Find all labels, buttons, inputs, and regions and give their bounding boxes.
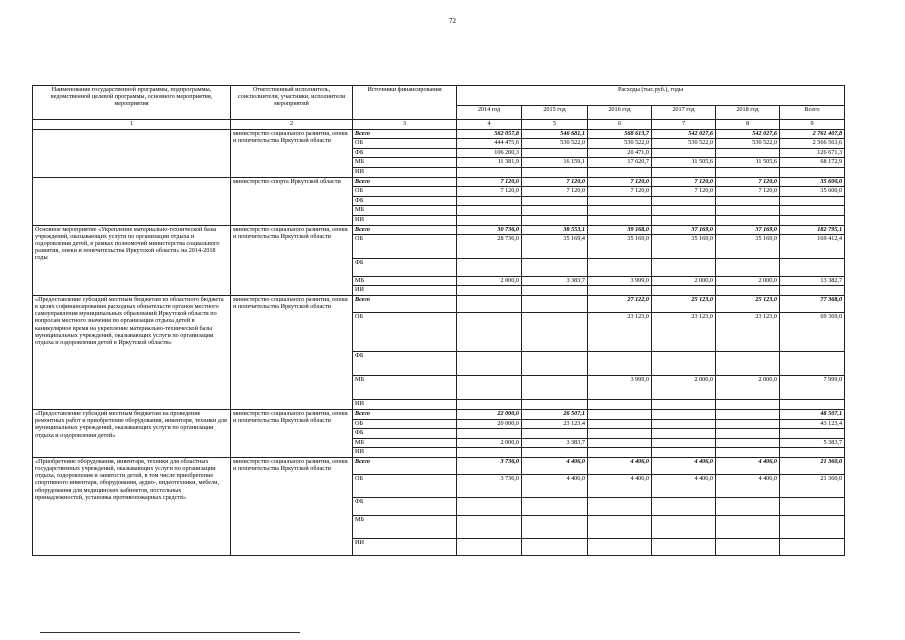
amount-cell: [457, 196, 522, 206]
column-number: 2: [231, 120, 353, 130]
header-name-cell: Наименование государственной программы, подпрограммы, ведомственной целевой программы, основного мероприятия, мероприятия: [33, 86, 231, 120]
header-row: [33, 86, 845, 106]
amount-cell: [716, 352, 780, 376]
funding-source-cell: ОБ: [353, 313, 457, 352]
amount-cell: [522, 167, 588, 177]
amount-cell: [522, 196, 588, 206]
amount-cell: 546 681,1: [522, 129, 588, 139]
funding-source-cell: ФБ: [353, 259, 457, 277]
amount-cell: 22 000,0: [457, 409, 522, 419]
amount-cell: [780, 498, 845, 516]
amount-cell: [780, 352, 845, 376]
amount-cell: 562 057,8: [457, 129, 522, 139]
amount-cell: [588, 419, 652, 429]
amount-cell: 530 522,0: [588, 139, 652, 149]
amount-cell: [522, 498, 588, 516]
funding-source-cell: МБ: [353, 276, 457, 286]
amount-cell: 35 600,0: [780, 187, 845, 197]
amount-cell: [522, 313, 588, 352]
funding-source-cell: ОБ: [353, 187, 457, 197]
amount-cell: [652, 259, 716, 277]
amount-cell: 2 000,0: [652, 376, 716, 400]
amount-cell: 35 169,0: [716, 235, 780, 259]
table-row: [33, 295, 845, 313]
funding-source-cell: ИИ: [353, 215, 457, 225]
amount-cell: [588, 498, 652, 516]
amount-cell: [652, 429, 716, 439]
amount-cell: [652, 448, 716, 458]
amount-cell: 38 553,1: [522, 225, 588, 235]
funding-source-cell: ОБ: [353, 419, 457, 429]
amount-cell: [522, 376, 588, 400]
amount-cell: [457, 215, 522, 225]
amount-cell: [716, 286, 780, 296]
table-row: [33, 457, 845, 475]
funding-source-cell: ИИ: [353, 538, 457, 555]
amount-cell: 2 000,0: [652, 276, 716, 286]
column-number: 4: [457, 120, 522, 130]
amount-cell: [652, 286, 716, 296]
amount-cell: 2 000,0: [457, 438, 522, 448]
amount-cell: 444 475,6: [457, 139, 522, 149]
amount-cell: [588, 438, 652, 448]
executor-cell: министерство социального развития, опеки и попечительства Иркутской области: [231, 295, 353, 409]
funding-source-cell: ФБ: [353, 429, 457, 439]
header-year-2017: 2017 год: [652, 106, 716, 120]
amount-cell: 35 169,0: [652, 235, 716, 259]
amount-cell: [588, 259, 652, 277]
amount-cell: 2 000,0: [716, 376, 780, 400]
amount-cell: [588, 538, 652, 555]
amount-cell: 169 412,4: [780, 235, 845, 259]
amount-cell: 4 406,0: [652, 457, 716, 475]
funding-source-cell: ИИ: [353, 167, 457, 177]
column-number: 1: [33, 120, 231, 130]
funding-source-cell: Всего: [353, 457, 457, 475]
amount-cell: [716, 148, 780, 158]
funding-source-cell: ОБ: [353, 475, 457, 498]
amount-cell: [716, 448, 780, 458]
amount-cell: [457, 429, 522, 439]
measure-name-cell: [33, 129, 231, 177]
amount-cell: 7 120,0: [522, 187, 588, 197]
amount-cell: [780, 429, 845, 439]
amount-cell: 11 505,6: [716, 158, 780, 168]
amount-cell: 126 671,3: [780, 148, 845, 158]
amount-cell: 28 736,0: [457, 235, 522, 259]
amount-cell: [522, 259, 588, 277]
amount-cell: 530 522,0: [716, 139, 780, 149]
column-number: 5: [522, 120, 588, 130]
amount-cell: [652, 515, 716, 538]
table-row: [33, 129, 845, 139]
amount-cell: [716, 538, 780, 555]
amount-cell: 2 000,0: [716, 276, 780, 286]
funding-source-cell: ИИ: [353, 286, 457, 296]
amount-cell: [457, 498, 522, 516]
table-row: [33, 177, 845, 187]
header-year-2015: 2015 год: [522, 106, 588, 120]
funding-source-cell: Всего: [353, 409, 457, 419]
amount-cell: 4 406,0: [522, 457, 588, 475]
amount-cell: [652, 409, 716, 419]
amount-cell: [716, 419, 780, 429]
amount-cell: [522, 295, 588, 313]
amount-cell: 3 383,7: [522, 276, 588, 286]
footnote-divider: [40, 632, 300, 633]
funding-source-cell: ИИ: [353, 400, 457, 410]
executor-cell: министерство спорта Иркутской области: [231, 177, 353, 225]
amount-cell: 23 123,4: [522, 419, 588, 429]
amount-cell: 27 122,0: [588, 295, 652, 313]
funding-source-cell: МБ: [353, 438, 457, 448]
amount-cell: 43 123,4: [780, 419, 845, 429]
amount-cell: [588, 196, 652, 206]
funding-source-cell: ФБ: [353, 196, 457, 206]
amount-cell: 2 000,0: [457, 276, 522, 286]
amount-cell: [716, 498, 780, 516]
amount-cell: [780, 515, 845, 538]
amount-cell: 21 360,0: [780, 457, 845, 475]
header-year-2016: 2016 год: [588, 106, 652, 120]
amount-cell: 2 566 563,6: [780, 139, 845, 149]
amount-cell: [588, 515, 652, 538]
amount-cell: [652, 438, 716, 448]
header-expenses-cell: Расходы (тыс.руб.), годы: [457, 86, 845, 106]
amount-cell: [652, 419, 716, 429]
funding-source-cell: МБ: [353, 206, 457, 216]
header-year-2018: 2018 год: [716, 106, 780, 120]
measure-name-cell: «Предоставление субсидий местным бюджетам на проведение ремонтных работ и приобретение оборудования, инвентаря, техники для муниципальных учреждений, оказывающих услуги по организации отдыха и оздоровления детей»: [33, 409, 231, 457]
amount-cell: [652, 167, 716, 177]
amount-cell: 20 000,0: [457, 419, 522, 429]
amount-cell: 7 120,0: [716, 177, 780, 187]
column-number: 7: [652, 120, 716, 130]
column-number: 8: [716, 120, 780, 130]
amount-cell: 3 383,7: [522, 438, 588, 448]
column-number: 3: [353, 120, 457, 130]
amount-cell: 182 795,1: [780, 225, 845, 235]
amount-cell: 35 169,4: [522, 235, 588, 259]
column-number: 9: [780, 120, 845, 130]
amount-cell: 69 369,0: [780, 313, 845, 352]
executor-cell: министерство социального развития, опеки и попечительства Иркутской области: [231, 225, 353, 295]
amount-cell: [457, 515, 522, 538]
funding-source-cell: Всего: [353, 177, 457, 187]
measure-name-cell: «Предоставление субсидий местным бюджетам из областного бюджета в целях софинансирования расходных обязательств органов местного самоуправления муниципальных образований Иркутской области по вопросам местного значения по организации отдыха детей в каникулярное время на укрепление материально-технической базы муниципальных учреждений, оказывающих услуги по организации отдыха и оздоровления детей в Иркутской области»: [33, 295, 231, 409]
funding-source-cell: Всего: [353, 295, 457, 313]
funding-source-cell: МБ: [353, 515, 457, 538]
amount-cell: [716, 515, 780, 538]
amount-cell: 37 169,0: [716, 225, 780, 235]
amount-cell: 7 120,0: [588, 177, 652, 187]
column-number: 6: [588, 120, 652, 130]
table-row: [33, 225, 845, 235]
amount-cell: 30 736,0: [457, 225, 522, 235]
amount-cell: [716, 215, 780, 225]
measure-name-cell: Основное мероприятие «Укрепление материально-технической базы учреждений, оказывающих услуги по организации отдыха и оздоровления детей, в рамках полномочий министерства социального развития, опеки и попечительства Иркутской области» на 2014-2018 годы: [33, 225, 231, 295]
amount-cell: [457, 313, 522, 352]
amount-cell: 26 507,1: [522, 409, 588, 419]
amount-cell: [588, 206, 652, 216]
amount-cell: [522, 448, 588, 458]
amount-cell: 7 120,0: [716, 187, 780, 197]
funding-source-cell: ИИ: [353, 448, 457, 458]
amount-cell: [780, 448, 845, 458]
amount-cell: [780, 167, 845, 177]
funding-source-cell: ОБ: [353, 139, 457, 149]
amount-cell: [716, 438, 780, 448]
amount-cell: [652, 498, 716, 516]
funding-source-cell: ОБ: [353, 235, 457, 259]
header-executor-cell: Ответственный исполнитель, соисполнители, участники, исполнители мероприятий: [231, 86, 353, 120]
amount-cell: [522, 515, 588, 538]
amount-cell: [716, 400, 780, 410]
amount-cell: 23 123,0: [652, 313, 716, 352]
amount-cell: [652, 400, 716, 410]
amount-cell: 2 761 407,8: [780, 129, 845, 139]
amount-cell: [652, 538, 716, 555]
amount-cell: 37 169,0: [652, 225, 716, 235]
amount-cell: [716, 429, 780, 439]
amount-cell: [780, 215, 845, 225]
funding-source-cell: ФБ: [353, 352, 457, 376]
amount-cell: 3 999,0: [588, 276, 652, 286]
amount-cell: 7 120,0: [522, 177, 588, 187]
amount-cell: [652, 148, 716, 158]
amount-cell: 16 159,1: [522, 158, 588, 168]
header-source-cell: Источники финансирования: [353, 86, 457, 120]
amount-cell: 23 123,0: [716, 313, 780, 352]
amount-cell: [716, 196, 780, 206]
funding-source-cell: МБ: [353, 158, 457, 168]
funding-source-cell: Всего: [353, 225, 457, 235]
amount-cell: 4 406,0: [522, 475, 588, 498]
amount-cell: [457, 352, 522, 376]
amount-cell: [457, 259, 522, 277]
amount-cell: [652, 352, 716, 376]
amount-cell: 48 507,1: [780, 409, 845, 419]
amount-cell: 25 123,0: [716, 295, 780, 313]
amount-cell: [780, 196, 845, 206]
amount-cell: 568 613,7: [588, 129, 652, 139]
measure-name-cell: [33, 177, 231, 225]
amount-cell: 542 027,6: [716, 129, 780, 139]
amount-cell: [522, 215, 588, 225]
amount-cell: [457, 400, 522, 410]
table-row: [33, 409, 845, 419]
amount-cell: [716, 409, 780, 419]
amount-cell: [588, 167, 652, 177]
executor-cell: министерство социального развития, опеки и попечительства Иркутской области: [231, 129, 353, 177]
header-year-total: Всего: [780, 106, 845, 120]
measure-name-cell: «Приобретение оборудования, инвентаря, техники для областных государственных учреждений, оказывающих услуги по организации отдыха, оздоровления и занятости детей, в том числе приобретение спортивного инвентаря, оборудования, аудио-, видеотехники, мебели, оборудования для медицинских кабинетов, постельных принадлежностей, установка противопожарных средств»: [33, 457, 231, 555]
amount-cell: 21 360,0: [780, 475, 845, 498]
amount-cell: [522, 538, 588, 555]
amount-cell: [457, 286, 522, 296]
amount-cell: [716, 167, 780, 177]
amount-cell: [588, 286, 652, 296]
amount-cell: 35 600,0: [780, 177, 845, 187]
amount-cell: 4 406,0: [588, 475, 652, 498]
amount-cell: 39 168,0: [588, 225, 652, 235]
amount-cell: 13 382,7: [780, 276, 845, 286]
amount-cell: 106 200,3: [457, 148, 522, 158]
amount-cell: [780, 286, 845, 296]
page-number: 72: [449, 17, 456, 25]
amount-cell: [457, 538, 522, 555]
amount-cell: [780, 538, 845, 555]
funding-source-cell: МБ: [353, 376, 457, 400]
executor-cell: министерство социального развития, опеки и попечительства Иркутской области: [231, 409, 353, 457]
amount-cell: [457, 376, 522, 400]
amount-cell: [522, 206, 588, 216]
amount-cell: [457, 448, 522, 458]
amount-cell: 7 120,0: [588, 187, 652, 197]
funding-source-cell: Всего: [353, 129, 457, 139]
amount-cell: [588, 215, 652, 225]
amount-cell: [780, 206, 845, 216]
amount-cell: 7 120,0: [457, 177, 522, 187]
amount-cell: 20 471,0: [588, 148, 652, 158]
amount-cell: [652, 215, 716, 225]
amount-cell: 4 406,0: [716, 457, 780, 475]
amount-cell: 7 120,0: [652, 187, 716, 197]
amount-cell: [522, 286, 588, 296]
amount-cell: [588, 352, 652, 376]
amount-cell: 3 999,0: [588, 376, 652, 400]
amount-cell: 7 120,0: [652, 177, 716, 187]
amount-cell: [522, 148, 588, 158]
amount-cell: 530 522,0: [522, 139, 588, 149]
amount-cell: [588, 409, 652, 419]
budget-table: [32, 85, 845, 556]
funding-source-cell: ФБ: [353, 148, 457, 158]
amount-cell: [652, 206, 716, 216]
header-year-2014: 2014 год: [457, 106, 522, 120]
amount-cell: [716, 259, 780, 277]
amount-cell: 4 406,0: [588, 457, 652, 475]
executor-cell: министерство социального развития, опеки и попечительства Иркутской области: [231, 457, 353, 555]
amount-cell: [588, 448, 652, 458]
amount-cell: 11 381,9: [457, 158, 522, 168]
amount-cell: 77 368,0: [780, 295, 845, 313]
amount-cell: 5 383,7: [780, 438, 845, 448]
amount-cell: 17 620,7: [588, 158, 652, 168]
amount-cell: 3 736,0: [457, 457, 522, 475]
amount-cell: [457, 295, 522, 313]
amount-cell: [780, 400, 845, 410]
amount-cell: [716, 206, 780, 216]
amount-cell: [522, 352, 588, 376]
amount-cell: 23 123,0: [588, 313, 652, 352]
amount-cell: 4 406,0: [716, 475, 780, 498]
amount-cell: 530 522,0: [652, 139, 716, 149]
amount-cell: 11 505,6: [652, 158, 716, 168]
amount-cell: 25 123,0: [652, 295, 716, 313]
amount-cell: 7 999,0: [780, 376, 845, 400]
funding-source-cell: ФБ: [353, 498, 457, 516]
amount-cell: 4 406,0: [652, 475, 716, 498]
amount-cell: 7 120,0: [457, 187, 522, 197]
amount-cell: [457, 206, 522, 216]
amount-cell: [780, 259, 845, 277]
amount-cell: [652, 196, 716, 206]
amount-cell: 3 736,0: [457, 475, 522, 498]
amount-cell: [522, 429, 588, 439]
amount-cell: [457, 167, 522, 177]
amount-cell: [588, 429, 652, 439]
amount-cell: 68 172,9: [780, 158, 845, 168]
column-numbers-row: [33, 120, 845, 130]
amount-cell: 35 169,0: [588, 235, 652, 259]
amount-cell: [588, 400, 652, 410]
amount-cell: [522, 400, 588, 410]
amount-cell: 542 027,6: [652, 129, 716, 139]
